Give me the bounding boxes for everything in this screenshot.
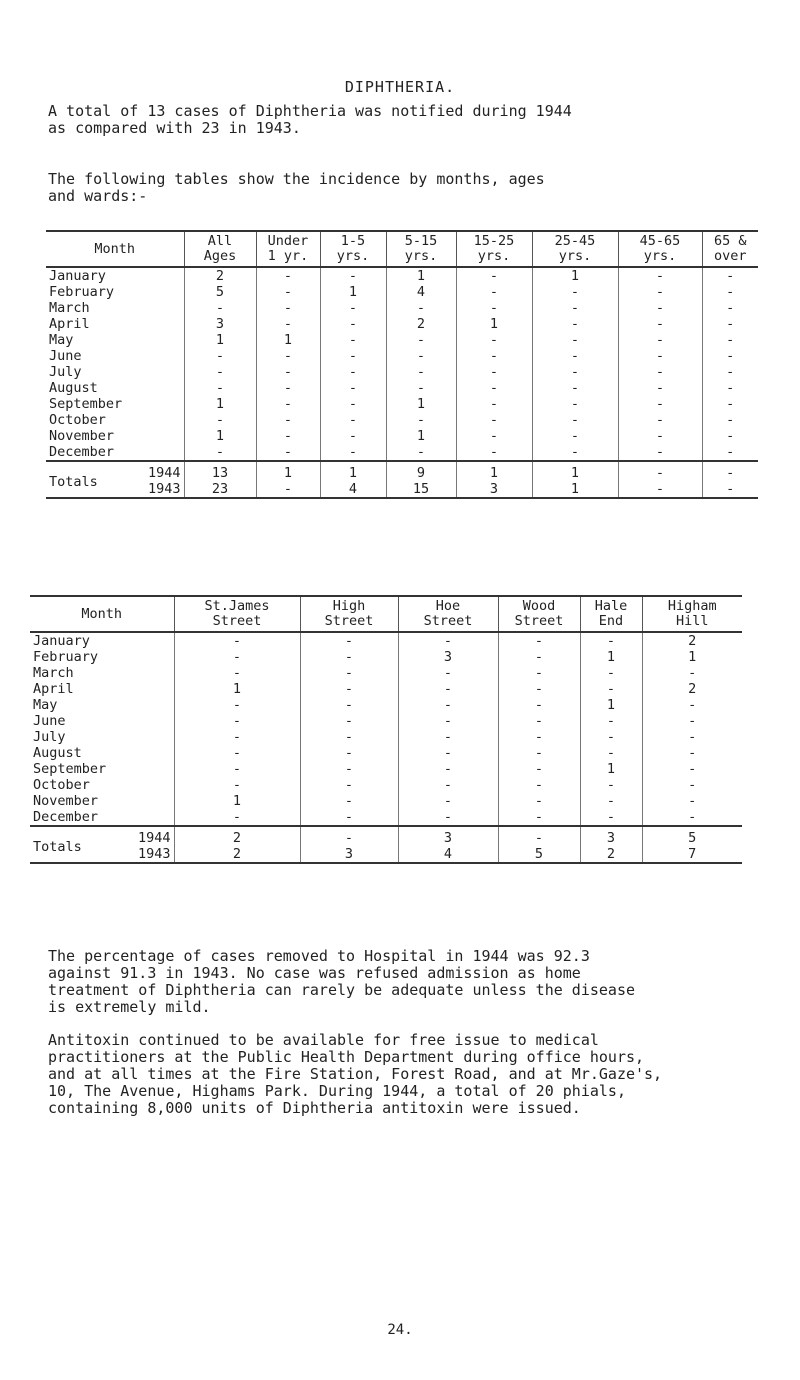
value-cell: -: [702, 364, 758, 380]
value-cell: -: [300, 649, 398, 665]
table-row: [46, 332, 758, 348]
value-cell: -: [702, 284, 758, 300]
value-cell: -: [300, 793, 398, 809]
table1-header-cell: 25-45 yrs.: [532, 231, 618, 267]
totals-row: [46, 461, 758, 481]
value-cell: 2: [642, 632, 742, 649]
table1-header-cell: 5-15 yrs.: [386, 231, 456, 267]
value-cell: -: [702, 348, 758, 364]
ward-table-body: [30, 632, 742, 863]
totals-label: Totals: [49, 474, 98, 490]
value-cell: -: [532, 348, 618, 364]
value-cell: 1: [580, 697, 642, 713]
value-cell: -: [702, 300, 758, 316]
value-cell: -: [174, 777, 300, 793]
value-cell: -: [642, 793, 742, 809]
value-cell: -: [256, 300, 320, 316]
value-cell: -: [498, 793, 580, 809]
table1-header-cell: All Ages: [184, 231, 256, 267]
value-cell: -: [320, 364, 386, 380]
value-cell: 2: [386, 316, 456, 332]
value-cell: -: [498, 697, 580, 713]
value-cell: -: [386, 364, 456, 380]
value-cell: -: [398, 665, 498, 681]
month-cell: January: [33, 633, 90, 649]
value-cell: 1: [184, 428, 256, 444]
table1-header-cell: Month: [46, 231, 184, 267]
value-cell: -: [498, 761, 580, 777]
month-cell: June: [33, 713, 66, 729]
table-row: [30, 793, 742, 809]
total-value-cell: 3: [456, 481, 532, 498]
month-cell: November: [33, 793, 99, 809]
value-cell: 1: [174, 793, 300, 809]
total-value-cell: -: [256, 481, 320, 498]
value-cell: -: [532, 316, 618, 332]
value-cell: -: [300, 665, 398, 681]
value-cell: 1: [386, 428, 456, 444]
month-cell: April: [49, 316, 90, 332]
value-cell: -: [456, 300, 532, 316]
value-cell: -: [386, 444, 456, 461]
value-cell: -: [320, 396, 386, 412]
total-value-cell: 2: [174, 826, 300, 846]
total-value-cell: -: [498, 826, 580, 846]
value-cell: -: [498, 777, 580, 793]
value-cell: -: [456, 444, 532, 461]
value-cell: -: [320, 412, 386, 428]
value-cell: -: [256, 380, 320, 396]
value-cell: -: [618, 300, 702, 316]
month-cell: December: [33, 809, 99, 825]
value-cell: -: [456, 428, 532, 444]
table2-header-cell: Wood Street: [498, 596, 580, 632]
table1-header-cell: 15-25 yrs.: [456, 231, 532, 267]
table1-header-cell: Under 1 yr.: [256, 231, 320, 267]
month-cell: October: [49, 412, 106, 428]
table1-header-cell: 45-65 yrs.: [618, 231, 702, 267]
value-cell: 1: [184, 332, 256, 348]
value-cell: -: [580, 777, 642, 793]
value-cell: -: [642, 729, 742, 745]
value-cell: -: [320, 267, 386, 284]
value-cell: -: [320, 300, 386, 316]
table-row: [46, 380, 758, 396]
value-cell: 1: [456, 316, 532, 332]
value-cell: 3: [398, 649, 498, 665]
totals-year: 1944: [137, 830, 171, 846]
table1-header-cell: 65 & over: [702, 231, 758, 267]
value-cell: -: [618, 284, 702, 300]
value-cell: -: [580, 665, 642, 681]
value-cell: -: [618, 412, 702, 428]
value-cell: -: [702, 332, 758, 348]
value-cell: -: [456, 348, 532, 364]
value-cell: -: [532, 284, 618, 300]
value-cell: -: [386, 380, 456, 396]
value-cell: -: [580, 793, 642, 809]
value-cell: -: [498, 745, 580, 761]
value-cell: -: [498, 729, 580, 745]
value-cell: -: [398, 632, 498, 649]
value-cell: -: [702, 316, 758, 332]
month-cell: September: [33, 761, 107, 777]
table-row: [46, 428, 758, 444]
value-cell: -: [642, 745, 742, 761]
table-row: [46, 364, 758, 380]
table-row: [46, 412, 758, 428]
age-table: [46, 230, 758, 499]
value-cell: -: [456, 267, 532, 284]
table-row: [46, 284, 758, 300]
value-cell: -: [456, 332, 532, 348]
value-cell: 1: [532, 267, 618, 284]
value-cell: 3: [184, 316, 256, 332]
totals-year: 1944: [147, 465, 181, 481]
value-cell: -: [618, 380, 702, 396]
table-row: [30, 665, 742, 681]
value-cell: -: [456, 284, 532, 300]
value-cell: -: [174, 809, 300, 826]
value-cell: -: [256, 396, 320, 412]
totals-row: [46, 481, 758, 498]
table-row: [46, 267, 758, 284]
total-value-cell: 2: [580, 846, 642, 863]
month-cell: March: [49, 300, 90, 316]
value-cell: -: [580, 745, 642, 761]
value-cell: -: [702, 396, 758, 412]
value-cell: -: [300, 729, 398, 745]
value-cell: -: [532, 332, 618, 348]
month-cell: May: [49, 332, 74, 348]
table-row: [30, 777, 742, 793]
month-cell: May: [33, 697, 58, 713]
value-cell: -: [532, 428, 618, 444]
value-cell: -: [300, 681, 398, 697]
month-cell: April: [33, 681, 74, 697]
value-cell: -: [642, 761, 742, 777]
value-cell: -: [642, 713, 742, 729]
page-title: DIPHTHERIA.: [344, 78, 456, 96]
value-cell: -: [398, 777, 498, 793]
value-cell: -: [702, 428, 758, 444]
total-value-cell: 5: [498, 846, 580, 863]
table-row: [30, 632, 742, 649]
value-cell: -: [184, 444, 256, 461]
value-cell: 1: [320, 284, 386, 300]
value-cell: -: [184, 412, 256, 428]
totals-label: Totals: [33, 839, 82, 855]
month-cell: July: [33, 729, 66, 745]
total-value-cell: -: [702, 461, 758, 481]
value-cell: -: [702, 412, 758, 428]
total-value-cell: 1: [456, 461, 532, 481]
value-cell: -: [256, 284, 320, 300]
value-cell: -: [300, 777, 398, 793]
month-cell: August: [49, 380, 98, 396]
totals-row: [30, 826, 742, 846]
month-cell: November: [49, 428, 115, 444]
totals-year: 1943: [137, 846, 171, 862]
table-row: [46, 444, 758, 461]
value-cell: -: [618, 428, 702, 444]
table-row: [30, 713, 742, 729]
value-cell: -: [174, 665, 300, 681]
total-value-cell: 3: [398, 826, 498, 846]
totals-year: 1943: [147, 481, 181, 497]
total-value-cell: 3: [580, 826, 642, 846]
table-row: [30, 697, 742, 713]
table-row: [30, 745, 742, 761]
value-cell: -: [398, 793, 498, 809]
value-cell: -: [532, 300, 618, 316]
value-cell: -: [386, 332, 456, 348]
value-cell: -: [174, 761, 300, 777]
value-cell: -: [618, 348, 702, 364]
value-cell: -: [532, 396, 618, 412]
table2-header-cell: Hale End: [580, 596, 642, 632]
value-cell: -: [618, 332, 702, 348]
value-cell: 1: [642, 649, 742, 665]
value-cell: -: [256, 267, 320, 284]
value-cell: -: [256, 412, 320, 428]
value-cell: -: [300, 761, 398, 777]
table2-header-cell: St.James Street: [174, 596, 300, 632]
value-cell: -: [398, 729, 498, 745]
month-cell: August: [33, 745, 82, 761]
value-cell: -: [498, 649, 580, 665]
value-cell: 1: [174, 681, 300, 697]
value-cell: -: [320, 428, 386, 444]
table2-header-cell: Month: [30, 596, 174, 632]
value-cell: 1: [386, 396, 456, 412]
ward-table: [30, 595, 742, 864]
value-cell: 4: [386, 284, 456, 300]
intro-paragraph: A total of 13 cases of Diphtheria was notified during 1944 as compared with 23 in 1943.: [48, 102, 572, 137]
total-value-cell: 15: [386, 481, 456, 498]
value-cell: -: [184, 364, 256, 380]
value-cell: -: [532, 444, 618, 461]
month-cell: October: [33, 777, 90, 793]
value-cell: 2: [642, 681, 742, 697]
value-cell: -: [184, 300, 256, 316]
value-cell: -: [174, 713, 300, 729]
total-value-cell: -: [702, 481, 758, 498]
value-cell: -: [256, 348, 320, 364]
total-value-cell: 4: [398, 846, 498, 863]
value-cell: -: [580, 713, 642, 729]
age-table-body: [46, 267, 758, 498]
table-row: [46, 396, 758, 412]
value-cell: -: [498, 681, 580, 697]
total-value-cell: 1: [532, 481, 618, 498]
page-number: 24.: [387, 1322, 413, 1338]
value-cell: -: [398, 681, 498, 697]
value-cell: -: [184, 348, 256, 364]
table-row: [30, 761, 742, 777]
value-cell: -: [300, 632, 398, 649]
month-cell: January: [49, 268, 106, 284]
ward-table-header: [30, 596, 742, 632]
hospital-paragraph: The percentage of cases removed to Hospital in 1944 was 92.3 against 91.3 in 1943. No case was refused admission as home treatment of Diphtheria can rarely be adequate unless the disease is extremely mild.: [48, 947, 635, 1016]
value-cell: -: [580, 681, 642, 697]
table1-header-cell: 1-5 yrs.: [320, 231, 386, 267]
total-value-cell: 9: [386, 461, 456, 481]
table2-header-cell: Higham Hill: [642, 596, 742, 632]
total-value-cell: 1: [320, 461, 386, 481]
value-cell: 1: [184, 396, 256, 412]
total-value-cell: 2: [174, 846, 300, 863]
value-cell: -: [618, 316, 702, 332]
month-cell: September: [49, 396, 123, 412]
table-row: [46, 316, 758, 332]
value-cell: -: [642, 665, 742, 681]
month-cell: July: [49, 364, 82, 380]
total-value-cell: 1: [256, 461, 320, 481]
value-cell: -: [386, 348, 456, 364]
value-cell: -: [618, 267, 702, 284]
value-cell: -: [618, 364, 702, 380]
value-cell: -: [256, 428, 320, 444]
value-cell: 1: [256, 332, 320, 348]
value-cell: -: [702, 380, 758, 396]
value-cell: -: [532, 380, 618, 396]
value-cell: -: [174, 729, 300, 745]
value-cell: 1: [386, 267, 456, 284]
value-cell: -: [580, 809, 642, 826]
value-cell: -: [300, 713, 398, 729]
value-cell: -: [618, 396, 702, 412]
month-cell: June: [49, 348, 82, 364]
total-value-cell: 1: [532, 461, 618, 481]
month-cell: December: [49, 444, 115, 460]
value-cell: -: [398, 809, 498, 826]
value-cell: -: [498, 632, 580, 649]
table-row: [30, 809, 742, 826]
value-cell: -: [320, 348, 386, 364]
value-cell: -: [256, 364, 320, 380]
value-cell: -: [300, 697, 398, 713]
value-cell: -: [174, 632, 300, 649]
total-value-cell: 7: [642, 846, 742, 863]
table-row: [30, 729, 742, 745]
value-cell: -: [256, 444, 320, 461]
value-cell: -: [702, 267, 758, 284]
value-cell: -: [174, 697, 300, 713]
value-cell: -: [642, 697, 742, 713]
total-value-cell: 5: [642, 826, 742, 846]
value-cell: -: [498, 713, 580, 729]
value-cell: 1: [580, 761, 642, 777]
value-cell: -: [174, 745, 300, 761]
value-cell: -: [320, 444, 386, 461]
value-cell: 5: [184, 284, 256, 300]
total-value-cell: 4: [320, 481, 386, 498]
total-value-cell: -: [618, 481, 702, 498]
value-cell: -: [300, 745, 398, 761]
value-cell: -: [386, 300, 456, 316]
table-row: [30, 681, 742, 697]
value-cell: -: [642, 809, 742, 826]
value-cell: -: [174, 649, 300, 665]
table2-header-cell: Hoe Street: [398, 596, 498, 632]
table-row: [46, 348, 758, 364]
value-cell: -: [580, 729, 642, 745]
antitoxin-paragraph: Antitoxin continued to be available for free issue to medical practitioners at the Public Health Department during office hours, and at all times at the Fire Station, Forest Road, and at Mr.Gaze's, 10, The Avenue, Highams Park. During 1944, a total of 20 phials, containing 8,000 units of Diphtheria antitoxin were issued.: [48, 1031, 663, 1117]
value-cell: -: [498, 809, 580, 826]
value-cell: -: [386, 412, 456, 428]
value-cell: 2: [184, 267, 256, 284]
value-cell: -: [498, 665, 580, 681]
value-cell: -: [320, 380, 386, 396]
value-cell: -: [456, 396, 532, 412]
age-table-header: [46, 231, 758, 267]
value-cell: -: [642, 777, 742, 793]
value-cell: -: [398, 697, 498, 713]
month-cell: March: [33, 665, 74, 681]
table-row: [46, 300, 758, 316]
value-cell: -: [398, 745, 498, 761]
total-value-cell: 3: [300, 846, 398, 863]
value-cell: -: [580, 632, 642, 649]
total-value-cell: 23: [184, 481, 256, 498]
value-cell: -: [618, 444, 702, 461]
value-cell: -: [702, 444, 758, 461]
total-value-cell: -: [618, 461, 702, 481]
tables-intro-paragraph: The following tables show the incidence by months, ages and wards:-: [48, 170, 545, 205]
value-cell: -: [398, 713, 498, 729]
value-cell: -: [532, 364, 618, 380]
value-cell: -: [456, 380, 532, 396]
value-cell: -: [320, 332, 386, 348]
month-cell: February: [33, 649, 99, 665]
value-cell: -: [300, 809, 398, 826]
table2-header-cell: High Street: [300, 596, 398, 632]
totals-row: [30, 846, 742, 863]
value-cell: -: [456, 364, 532, 380]
value-cell: -: [256, 316, 320, 332]
value-cell: 1: [580, 649, 642, 665]
value-cell: -: [456, 412, 532, 428]
month-cell: February: [49, 284, 115, 300]
total-value-cell: -: [300, 826, 398, 846]
value-cell: -: [320, 316, 386, 332]
table-row: [30, 649, 742, 665]
value-cell: -: [184, 380, 256, 396]
value-cell: -: [532, 412, 618, 428]
total-value-cell: 13: [184, 461, 256, 481]
value-cell: -: [398, 761, 498, 777]
